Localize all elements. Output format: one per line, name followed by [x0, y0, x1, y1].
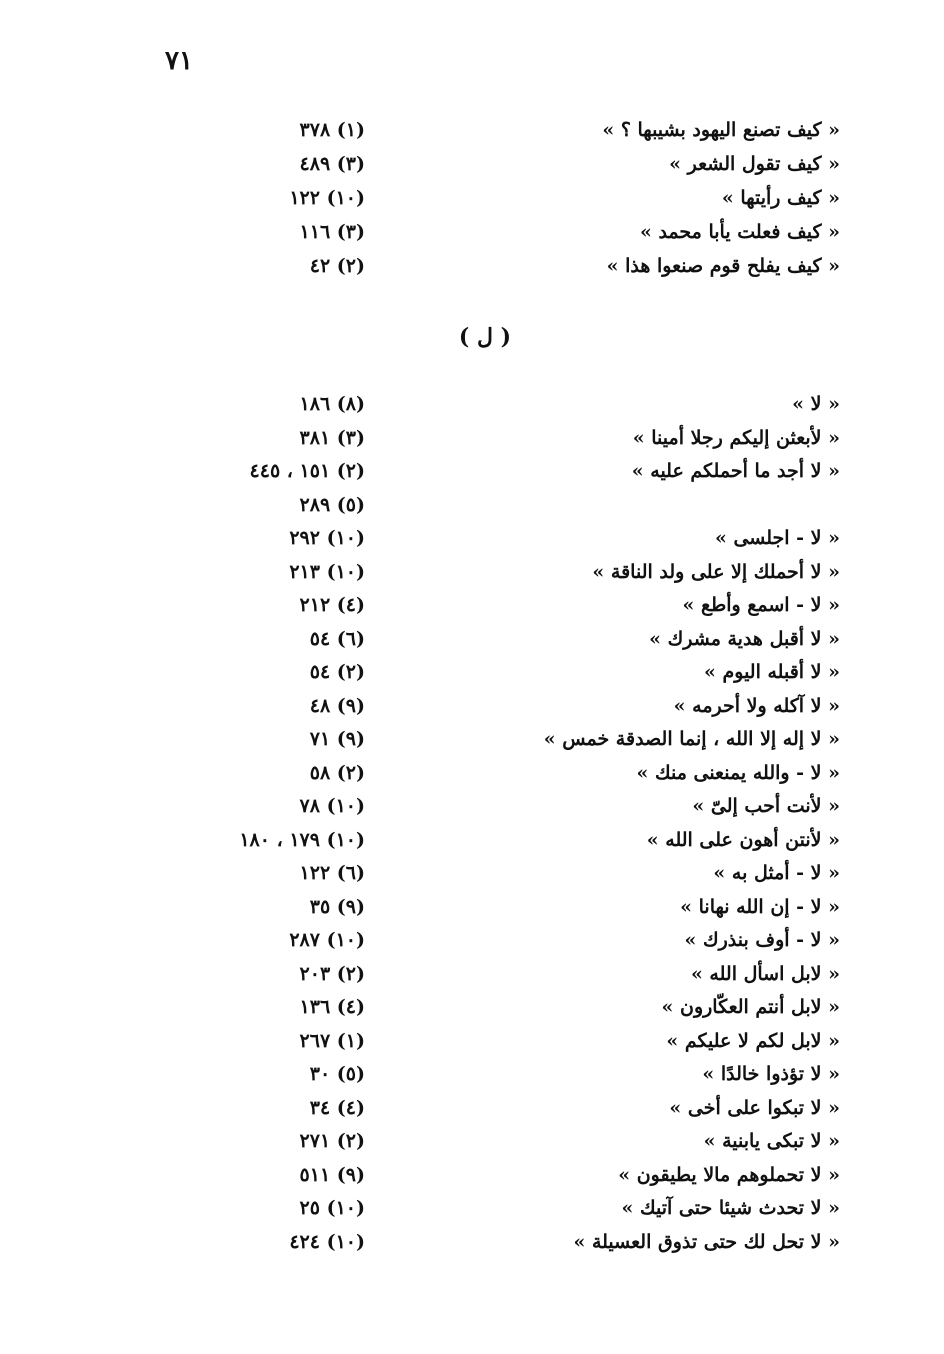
index-entry — [150, 1164, 840, 1194]
hadith-text: « لا تحملوهم مالا يطيقون » — [618, 1163, 840, 1186]
index-entry — [150, 494, 840, 524]
index-entry — [150, 929, 840, 959]
hadith-text: « كيف تصنع اليهود بشيبها ؟ » — [602, 119, 840, 141]
volume-page-reference: (١٠) ١٢٢ — [289, 187, 365, 209]
volume-page-reference: (٢) ٥٤ — [309, 661, 365, 683]
hadith-text: « لا - أمثل به » — [713, 862, 840, 884]
volume-page-reference: (٢) ٥٨ — [309, 761, 365, 784]
index-entry — [150, 561, 840, 591]
hadith-text: « لا تؤذوا خالدًا » — [702, 1063, 840, 1085]
index-entry — [150, 829, 840, 859]
hadith-text: « لأنت أحب إلىّ » — [692, 795, 840, 817]
hadith-text: « لا أقبله اليوم » — [704, 661, 840, 683]
index-entry — [150, 795, 840, 825]
volume-page-reference: (٩) ٣٥ — [309, 895, 365, 918]
volume-page-reference: (٣) ٤٨٩ — [299, 153, 365, 175]
hadith-text: « لا - والله يمنعنى منك » — [636, 761, 840, 784]
index-entry — [150, 996, 840, 1026]
index-entry — [150, 187, 840, 217]
index-entry — [150, 594, 840, 624]
hadith-text: « لابل اسأل الله » — [690, 962, 840, 985]
hadith-text: « لا » — [792, 393, 840, 415]
index-entry — [150, 393, 840, 423]
volume-page-reference: (١٠) ٢٨٧ — [289, 929, 365, 951]
hadith-text: « لابل لكم لا عليكم » — [666, 1029, 840, 1052]
index-entry — [150, 862, 840, 892]
index-entry — [150, 255, 840, 285]
volume-page-reference: (٣) ٣٨١ — [299, 426, 365, 449]
hadith-text: « لا تحدث شيئا حتى آتيك » — [621, 1197, 840, 1219]
hadith-text: « لا آكله ولا أحرمه » — [673, 694, 840, 717]
volume-page-reference: (٨) ١٨٦ — [299, 393, 365, 415]
volume-page-reference: (١٠) ٢١٣ — [289, 560, 365, 583]
hadith-text: « لا تبكوا على أخى » — [669, 1096, 840, 1119]
volume-page-reference: (٣) ١١٦ — [299, 221, 365, 243]
hadith-text: « كيف يفلح قوم صنعوا هذا » — [606, 255, 840, 277]
hadith-text: « لا - أوف بنذرك » — [684, 929, 840, 951]
volume-page-reference: (٤) ١٣٦ — [299, 996, 365, 1018]
volume-page-reference: (٩) ٤٨ — [309, 694, 365, 717]
index-entry — [150, 221, 840, 251]
hadith-text: « لا - إن الله نهانا » — [680, 895, 840, 918]
volume-page-reference: (١٠) ٧٨ — [299, 795, 365, 817]
index-entry — [150, 628, 840, 658]
hadith-text: « لا أقبل هدية مشرك » — [649, 627, 840, 650]
hadith-text: « لأنتن أهون على الله » — [646, 828, 840, 851]
index-entry — [150, 1097, 840, 1127]
index-entry — [150, 1063, 840, 1093]
index-entry — [150, 527, 840, 557]
index-entry — [150, 728, 840, 758]
volume-page-reference: (٥) ٣٠ — [309, 1063, 365, 1085]
index-entry — [150, 427, 840, 457]
volume-page-reference: (٥) ٢٨٩ — [299, 493, 365, 516]
index-entry — [150, 695, 840, 725]
index-entry — [150, 1130, 840, 1160]
hadith-text: « لا تحل لك حتى تذوق العسيلة » — [573, 1230, 840, 1253]
hadith-text: « لأبعثن إليكم رجلا أمينا » — [632, 426, 840, 449]
index-entry — [150, 762, 840, 792]
volume-page-reference: (١٠) ٢٩٢ — [289, 527, 365, 549]
hadith-text: « لا أحملك إلا على ولد الناقة » — [592, 560, 840, 583]
hadith-text: « لا أجد ما أحملكم عليه » — [631, 460, 840, 482]
volume-page-reference: (٢) ٢٧١ — [299, 1130, 365, 1152]
hadith-text: « لا - اجلسى » — [714, 527, 840, 549]
volume-page-reference: (٤) ٣٤ — [309, 1096, 365, 1119]
volume-page-reference: (١٠) ١٧٩ ، ١٨٠ — [239, 828, 365, 851]
hadith-text: « لا - اسمع وأطع » — [682, 594, 840, 616]
hadith-text: « لا إله إلا الله ، إنما الصدقة خمس » — [543, 728, 840, 750]
index-entry — [150, 1030, 840, 1060]
volume-page-reference: (١٠) ٤٢٤ — [289, 1230, 365, 1253]
index-entry — [150, 153, 840, 183]
volume-page-reference: (١٠) ٢٥ — [299, 1197, 365, 1219]
volume-page-reference: (١) ٣٧٨ — [299, 119, 365, 141]
volume-page-reference: (٩) ٥١١ — [299, 1163, 365, 1186]
index-entry — [150, 119, 840, 149]
volume-page-reference: (٢) ١٥١ ، ٤٤٥ — [249, 460, 365, 482]
volume-page-reference: (٢) ٢٠٣ — [299, 962, 365, 985]
section-heading: ( ل ) — [458, 324, 512, 350]
volume-page-reference: (٢) ٤٢ — [309, 255, 365, 277]
index-entry — [150, 896, 840, 926]
index-entry — [150, 460, 840, 490]
hadith-text: « كيف تقول الشعر » — [669, 153, 840, 175]
volume-page-reference: (١) ٢٦٧ — [299, 1029, 365, 1052]
index-entry — [150, 1231, 840, 1261]
hadith-text: « لا تبكى يابنية » — [703, 1130, 840, 1152]
volume-page-reference: (٦) ١٢٢ — [299, 862, 365, 884]
hadith-text: « كيف رأيتها » — [721, 187, 840, 209]
volume-page-reference: (٦) ٥٤ — [309, 627, 365, 650]
index-entry — [150, 661, 840, 691]
volume-page-reference: (٩) ٧١ — [309, 728, 365, 750]
page-number: ٧١ — [165, 46, 193, 76]
hadith-text: « كيف فعلت يأبا محمد » — [639, 221, 840, 243]
hadith-text: « لابل أنتم العكّارون » — [661, 996, 840, 1018]
index-entry — [150, 963, 840, 993]
index-entry — [150, 1197, 840, 1227]
volume-page-reference: (٤) ٢١٢ — [299, 594, 365, 616]
